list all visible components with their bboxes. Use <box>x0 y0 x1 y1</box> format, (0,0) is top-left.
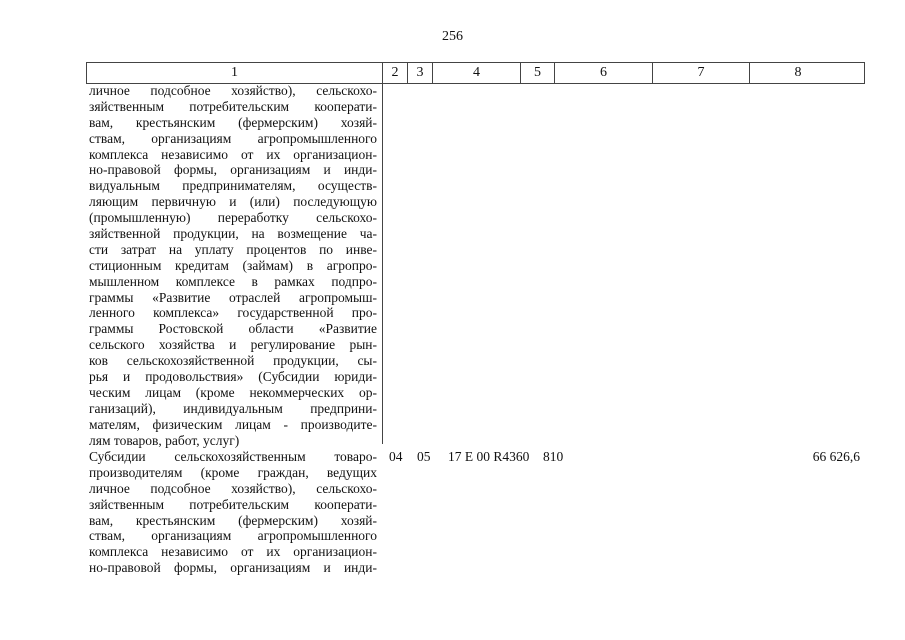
row1-line: сельского хозяйства и регулирование рын- <box>89 337 377 353</box>
row1-line: ков сельскохозяйственной продукции, сы- <box>89 353 377 369</box>
row2-line: зяйственным потребительским кооперати- <box>89 496 377 512</box>
row1-line: комплекса независимо от их организацион- <box>89 146 377 162</box>
row2-line: личное подсобное хозяйство), сельскохо- <box>89 480 377 496</box>
row1-line: видуальным предпринимателям, осуществ- <box>89 178 377 194</box>
row1-line: личное подсобное хозяйство), сельскохо- <box>89 83 377 98</box>
row1-line: стиционным кредитам (займам) в агропро- <box>89 257 377 273</box>
row1-description <box>89 83 377 448</box>
row1-line: граммы «Развитие отраслей агропромыш- <box>89 289 377 305</box>
column-header-4: 4 <box>433 63 521 83</box>
row2-code-gp: 04 <box>389 449 403 464</box>
row2-line: но-правовой формы, организациям и инди- <box>89 560 377 576</box>
row1-line: зяйственной продукции, на возмещение ча- <box>89 226 377 242</box>
row1-line: рья и продовольствия» (Субсидии юриди- <box>89 369 377 385</box>
row2-line: производителям (кроме граждан, ведущих <box>89 464 377 480</box>
row1-line: зяйственным потребительским кооперати- <box>89 98 377 114</box>
row1-line: (промышленную) переработку сельскохо- <box>89 210 377 226</box>
table-header-row <box>86 62 865 84</box>
column-header-8: 8 <box>794 65 802 80</box>
row1-line: ляющим первичную и (или) последующую <box>89 194 377 210</box>
row1-line: ствам, организациям агропромышленного <box>89 130 377 146</box>
page-number: 256 <box>442 29 463 44</box>
row1-line: но-правовой формы, организациям и инди- <box>89 162 377 178</box>
row2-code-csr: 17 Е 00 R4360 <box>448 449 530 464</box>
row2-code-rz: 05 <box>417 449 431 464</box>
row1-line: вам, крестьянским (фермерским) хозяй- <box>89 114 377 130</box>
row2-line: вам, крестьянским (фермерским) хозяй- <box>89 512 377 528</box>
row1-line: мателям, физическим лицам - производите- <box>89 416 377 432</box>
row2-line: ствам, организациям агропромышленного <box>89 528 377 544</box>
row1-line: ленного комплекса» государственной про- <box>89 305 377 321</box>
column-header-7: 7 <box>653 63 750 83</box>
row2-description <box>89 449 377 576</box>
row1-line: ческим лицам (кроме некоммерческих ор- <box>89 384 377 400</box>
column-header-3: 3 <box>408 63 433 83</box>
column-divider <box>382 84 383 444</box>
row2-code-vr: 810 <box>543 449 564 464</box>
row1-line: лям товаров, работ, услуг) <box>89 432 240 448</box>
row1-line: сти затрат на уплату процентов по инве- <box>89 241 377 257</box>
row1-line: ганизаций), индивидуальным предприни- <box>89 400 377 416</box>
row1-line: граммы Ростовской области «Развитие <box>89 321 377 337</box>
row1-line: мышленном комплексе в рамках подпро- <box>89 273 377 289</box>
row2-amount: 66 626,6 <box>812 449 860 464</box>
column-header-2: 2 <box>383 63 408 83</box>
column-header-6: 6 <box>555 63 653 83</box>
column-header-1: 1 <box>87 63 383 83</box>
column-header-5: 5 <box>521 63 555 83</box>
row2-line: Субсидии сельскохозяйственным товаро- <box>89 449 377 464</box>
row2-line: комплекса независимо от их организацион- <box>89 544 377 560</box>
